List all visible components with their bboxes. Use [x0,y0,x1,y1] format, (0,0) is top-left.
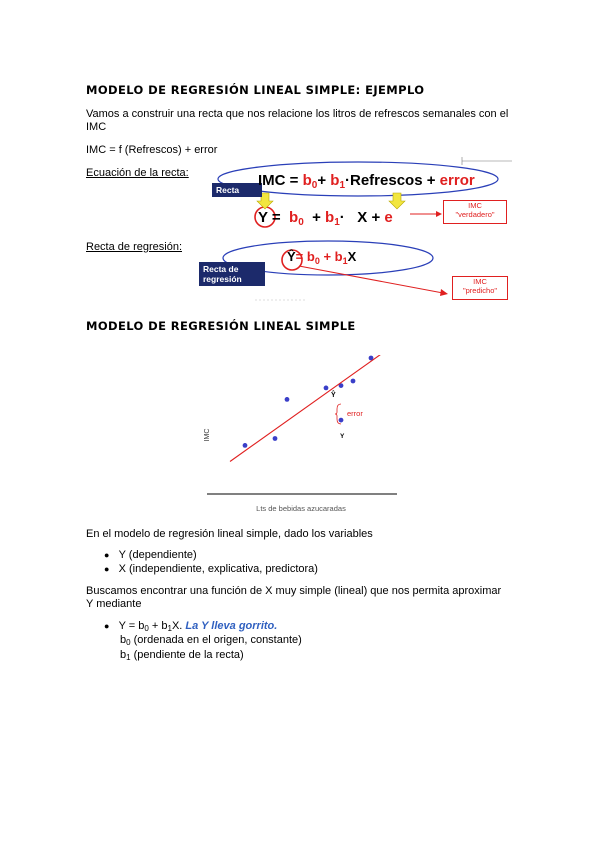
imc-verdadero-box: IMC "verdadero" [443,200,507,224]
yhat-annotation: Ŷ [331,392,336,399]
y-equation: $Y = b_0 + b_1\cdot$ X + e [258,209,393,228]
y-axis-label: IMC [204,428,211,442]
intro-text-line-2: IMC [86,121,107,133]
section-title: MODELO DE REGRESIÓN LINEAL SIMPLE: EJEMPLO [86,83,425,97]
b1-definition: $b_1$ (pendiente de la recta) [120,649,244,662]
section-title-2: MODELO DE REGRESIÓN LINEAL SIMPLE [86,319,356,333]
y-annotation: Y [340,433,345,440]
regression-line [230,355,395,462]
data-point [243,443,248,448]
bullet-item: ● X (independiente, explicativa, predictora) [104,563,318,575]
function-line: IMC = f (Refrescos) + error [86,144,218,156]
formula-bullet: ● $Y = b_0 + b_1X$. La Y lleva gorrito. [104,620,278,633]
body-line-3: Y mediante [86,598,142,610]
b0-definition: $b_0$ (ordenada en el origen, constante) [120,634,302,647]
intro-text-line-1: Vamos a construir una recta que nos relacione los litros de refrescos semanales con el [86,108,509,120]
scatter-chart [195,355,415,520]
equation-label: Ecuación de la recta: [86,167,189,179]
imc-predicho-box: IMC "predicho" [452,276,508,300]
error-annotation: error [347,409,363,418]
data-point [285,397,290,402]
body-line-2: Buscamos encontrar una función de X muy simple (lineal) que nos permita aproximar [86,585,502,597]
regression-label: Recta de regresión: [86,241,182,253]
recta-regresion-tag: Recta de regresión [199,262,265,286]
bullet-item: ● Y (dependiente) [104,549,197,561]
data-point [324,386,329,391]
data-point [273,436,278,441]
data-point [351,379,356,384]
data-point [339,418,344,423]
recta-tag: Recta [212,183,262,197]
body-line-1: En el modelo de regresión lineal simple, dado los variables [86,528,373,540]
imc-equation: IMC = $b_0+$ $b_1\cdot Refrescos$ + error [258,172,475,191]
yhat-equation: Ŷ= $b_0 + b_1X$ [287,249,357,266]
x-axis-label: Lts de bebidas azucaradas [256,504,346,513]
